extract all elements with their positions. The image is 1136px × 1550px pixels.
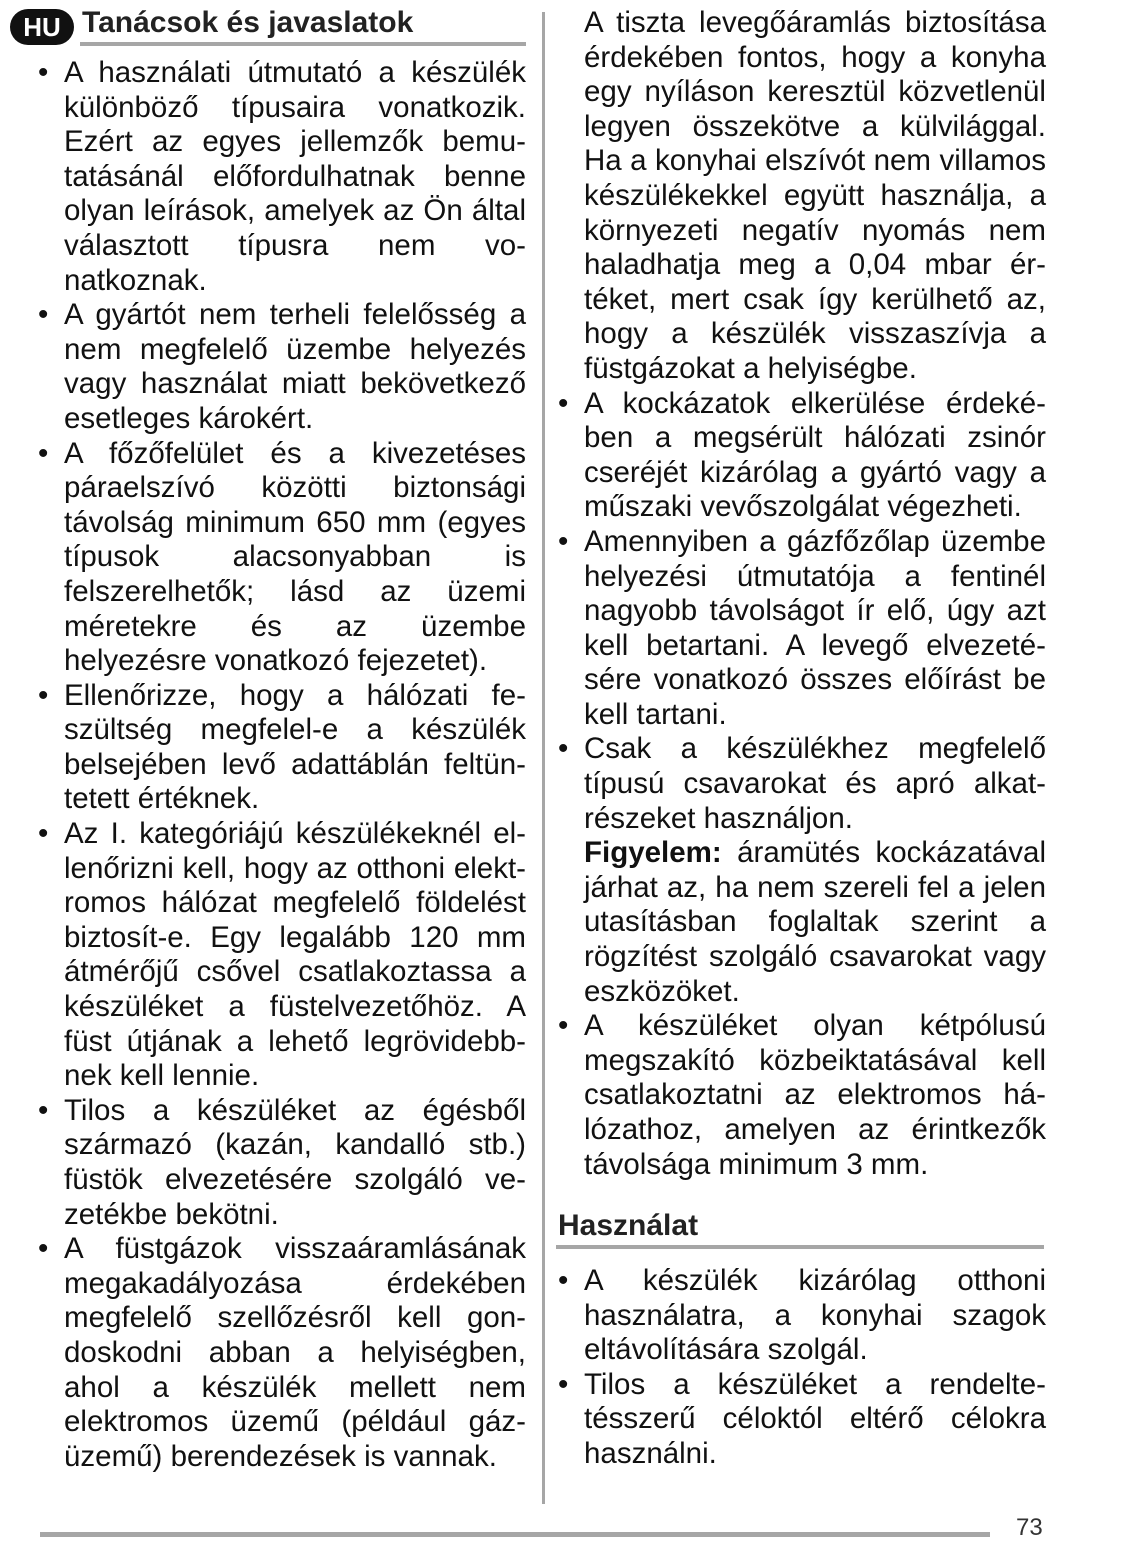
footer-rule xyxy=(40,1532,990,1537)
list-item: • Tilos a készüléket a rendeltetésszerű céloktól eltérő célokra használni. xyxy=(558,1368,1046,1472)
list-item: • Tilos a készüléket az égésből származó (kazán, kandalló stb.) füstök elvezetésére szolgáló vezetékbe bekötni. xyxy=(38,1094,526,1232)
warning-text: áramütés kockázatával járhat az, ha nem szereli fel a jelen utasításban foglaltak szerint a rögzítést szolgáló csavarokat vagy eszközöket. xyxy=(584,836,1046,1008)
list-item: • A készülék kizárólag otthoni használatra, a konyhai szagok eltávolítására szolgál. xyxy=(558,1264,1046,1368)
list-item: • A füstgázok visszaáramlásának megakadályozása érdekében megfelelő szellőzésről kell gondoskodni abban a helyiségben, ahol a készülék mellett nem elektromos üzemű (például gázüzemű) berendezések is vannak. xyxy=(38,1232,526,1474)
list-item: • Amennyiben a gázfőzőlap üzembe helyezési útmutatója a fentinél nagyobb távolságot ír elő, úgy azt kell betartani. A levegő elvezetésére vonatkozó összes előírást be kell tartani. xyxy=(558,525,1046,733)
list-item: • A főzőfelület és a kivezetéses páraelszívó közötti biztonsági távolság minimum 650 mm (egyes típusok alacsonyabban is felszerelhetők; lásd az üzemi méretekre és az üzembe helyezésre vonatkozó fejezetet). xyxy=(38,437,526,679)
list-item: • A készüléket olyan kétpólusú megszakító közbeiktatásával kell csatlakoztatni az elektromos hálózathoz, amelyen az érintkezők távolsága minimum 3 mm. xyxy=(558,1009,1046,1182)
paragraph-continuation: A tiszta levegőáramlás biztosítása érdekében fontos, hogy a konyha egy nyíláson keresztül közvetlenül legyen összekötve a külvilággal. Ha a konyhai elszívót nem villamos készülékekkel együtt használja, a környezeti negatív nyomás nem haladhatja meg a 0,04 mbar értéket, mert csak így kerülhető az, hogy a készülék visszaszívja a füstgázokat a helyiségbe. xyxy=(584,6,1046,385)
section-title-tips: Tanácsok és javaslatok xyxy=(82,6,414,39)
column-divider xyxy=(542,12,545,1504)
usage-column xyxy=(558,1264,1046,1472)
list-item: • A használati útmutató a készülék különböző típusaira vonatkozik. Ezért az egyes jellemzők bemutatásánál előfordulhatnak benne olyan leírások, amelyek az Ön által választott típusra nem vonatkoznak. xyxy=(38,56,526,298)
page-number: 73 xyxy=(1016,1514,1043,1541)
left-column xyxy=(38,56,526,1474)
list-item: • A kockázatok elkerülése érdekében a megsérült hálózati zsinór cseréjét kizárólag a gyártó vagy a műszaki vevőszolgálat végezheti. xyxy=(558,387,1046,525)
warning-note xyxy=(558,836,1046,1009)
warning-label: Figyelem: xyxy=(584,836,722,870)
right-column xyxy=(558,6,1046,1182)
language-badge: HU xyxy=(10,9,74,45)
list-item: • A gyártót nem terheli felelősség a nem megfelelő üzembe helyezés vagy használat miatt bekövetkező esetleges károkért. xyxy=(38,298,526,436)
section-title-usage: Használat xyxy=(558,1209,699,1242)
list-item: • Az I. kategóriájú készülékeknél ellenőrizni kell, hogy az otthoni elektromos hálózat megfelelő földelést biztosít-e. Egy legalább 120 mm átmérőjű csővel csatlakoztassa a készüléket a füstelvezetőhöz. A füst útjának a lehető legrövidebbnek kell lennie. xyxy=(38,817,526,1094)
title-underline xyxy=(556,1245,1044,1249)
title-underline xyxy=(80,42,526,46)
list-item: • Ellenőrizze, hogy a hálózati feszültség megfelel-e a készülék belsejében levő adattáblán feltüntetett értéknek. xyxy=(38,679,526,817)
list-item: • Csak a készülékhez megfelelő típusú csavarokat és apró alkatrészeket használjon. xyxy=(558,732,1046,836)
